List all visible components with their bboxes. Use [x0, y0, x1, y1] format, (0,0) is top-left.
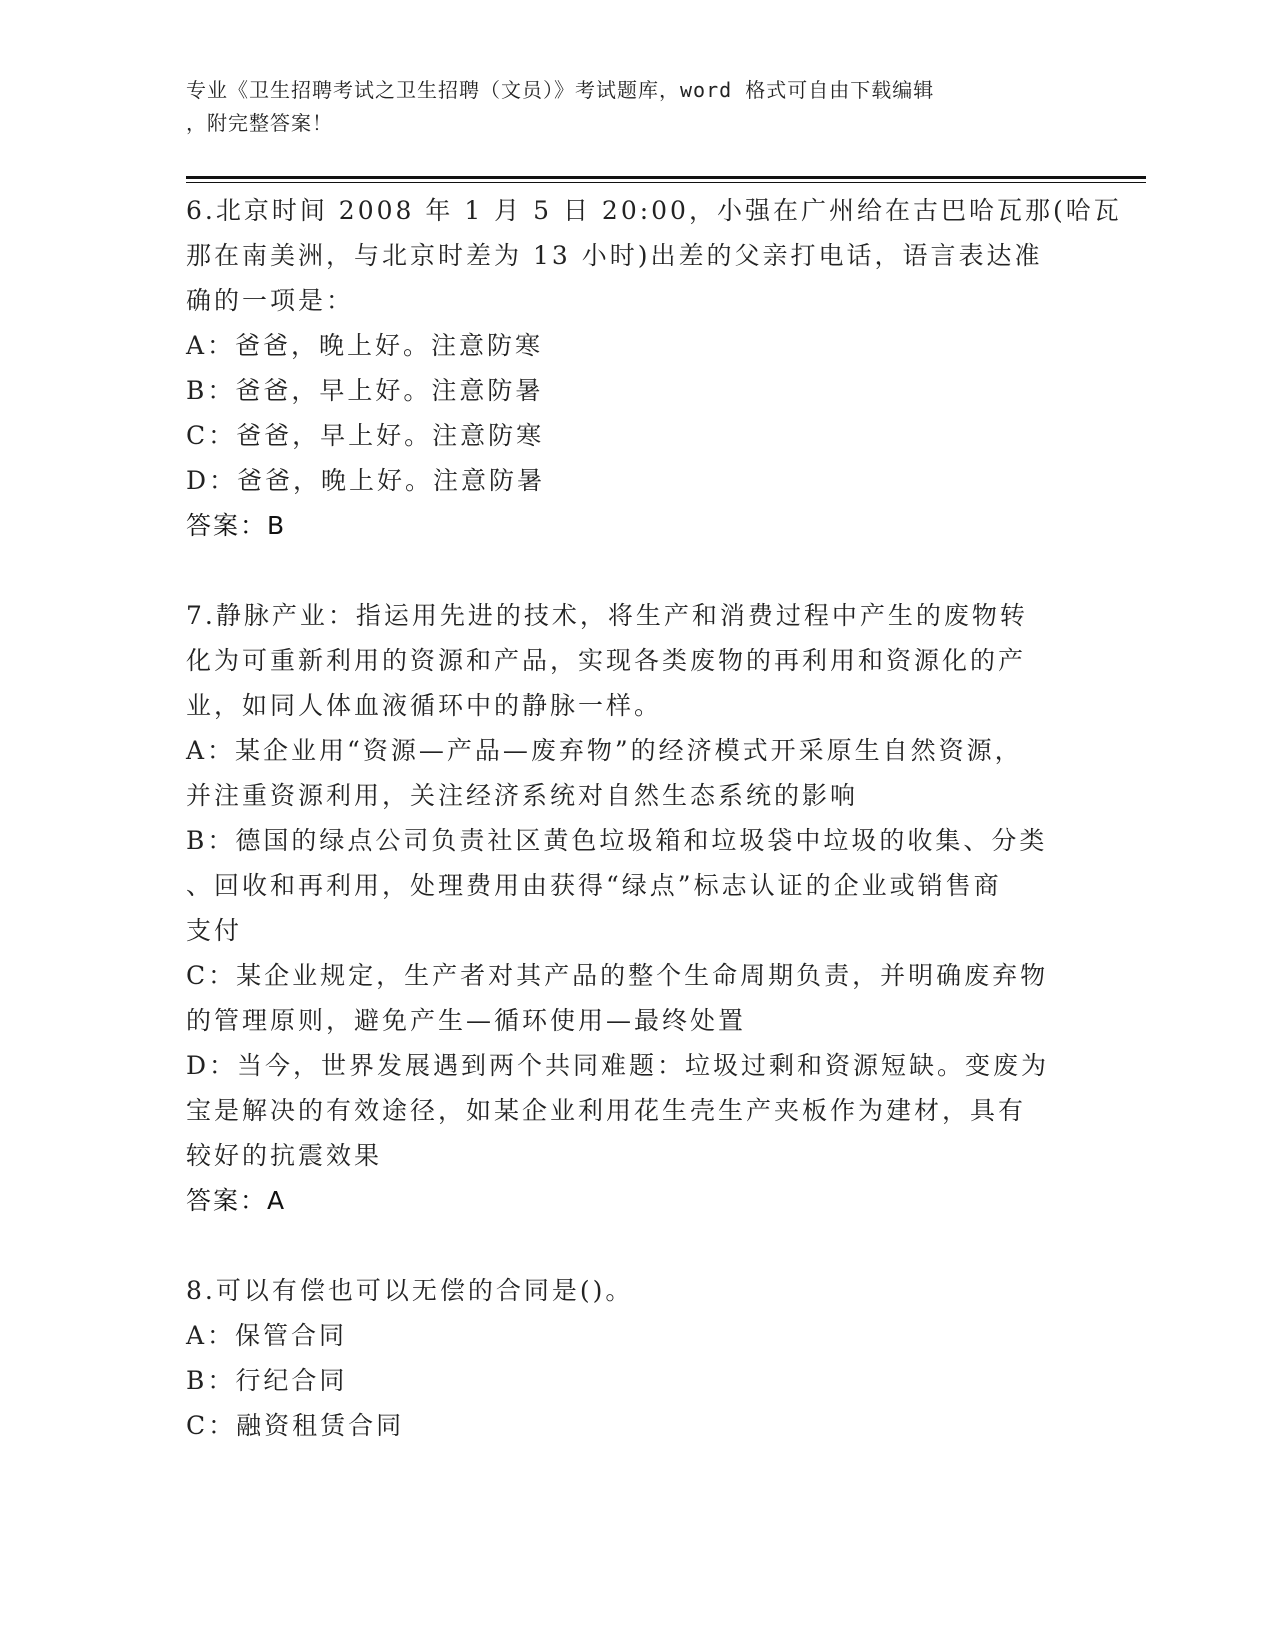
question-8-option-c: C：融资租赁合同	[186, 1411, 405, 1440]
question-6-answer: 答案：B	[186, 511, 287, 540]
document-header	[186, 74, 1066, 140]
question-7-option-d-line-2: 宝是解决的有效途径，如某企业利用花生壳生产夹板作为建材，具有	[186, 1096, 1027, 1125]
question-6-option-d: D：爸爸，晚上好。注意防暑	[186, 466, 546, 495]
header-line-1: 专业《卫生招聘考试之卫生招聘（文员）》考试题库，word 格式可自由下载编辑	[186, 78, 935, 102]
question-8	[186, 1268, 1086, 1448]
question-list	[186, 188, 1122, 1448]
header-line-2: ，附完整答案！	[186, 111, 333, 135]
question-6-stem-line-3: 确的一项是：	[186, 286, 355, 315]
header-divider-thin	[186, 182, 1146, 183]
question-7-option-b-line-2: 、回收和再利用，处理费用由获得“绿点”标志认证的企业或销售商	[186, 871, 1002, 900]
question-8-option-a: A：保管合同	[186, 1321, 348, 1350]
question-7-stem-line-2: 化为可重新利用的资源和产品，实现各类废物的再利用和资源化的产	[186, 646, 1027, 675]
question-spacer	[186, 1223, 1086, 1268]
question-7-stem-line-1: 7.静脉产业：指运用先进的技术，将生产和消费过程中产生的废物转	[186, 601, 1028, 630]
question-7	[186, 593, 1086, 1223]
question-7-option-a-line-2: 并注重资源利用，关注经济系统对自然生态系统的影响	[186, 781, 859, 810]
question-7-option-b-line-3: 支付	[186, 916, 243, 945]
question-6-option-a: A：爸爸，晚上好。注意防寒	[186, 331, 544, 360]
question-7-option-c-line-2: 的管理原则，避免产生—循环使用—最终处置	[186, 1006, 747, 1035]
question-8-stem-line-1: 8.可以有偿也可以无偿的合同是()。	[186, 1276, 634, 1305]
question-7-answer: 答案：A	[186, 1186, 287, 1215]
question-spacer	[186, 548, 1086, 593]
question-8-option-b: B：行纪合同	[186, 1366, 348, 1395]
question-7-option-a-line-1: A：某企业用“资源—产品—废弃物”的经济模式开采原生自然资源，	[186, 736, 1023, 765]
question-7-option-b-line-1: B：德国的绿点公司负责社区黄色垃圾箱和垃圾袋中垃圾的收集、分类	[186, 826, 1048, 855]
header-divider-thick	[186, 176, 1146, 179]
question-6	[186, 188, 1122, 548]
question-6-option-c: C：爸爸，早上好。注意防寒	[186, 421, 545, 450]
question-7-stem-line-3: 业，如同人体血液循环中的静脉一样。	[186, 691, 663, 720]
question-7-option-d-line-1: D：当今，世界发展遇到两个共同难题：垃圾过剩和资源短缺。变废为	[186, 1051, 1050, 1080]
question-7-option-c-line-1: C：某企业规定，生产者对其产品的整个生命周期负责，并明确废弃物	[186, 961, 1049, 990]
question-6-stem-line-1: 6.北京时间 2008 年 1 月 5 日 20:00，小强在广州给在古巴哈瓦那(哈瓦	[186, 196, 1122, 225]
question-6-stem-line-2: 那在南美洲，与北京时差为 13 小时)出差的父亲打电话，语言表达准	[186, 241, 1043, 270]
question-6-option-b: B：爸爸，早上好。注意防暑	[186, 376, 544, 405]
question-7-option-d-line-3: 较好的抗震效果	[186, 1141, 383, 1170]
